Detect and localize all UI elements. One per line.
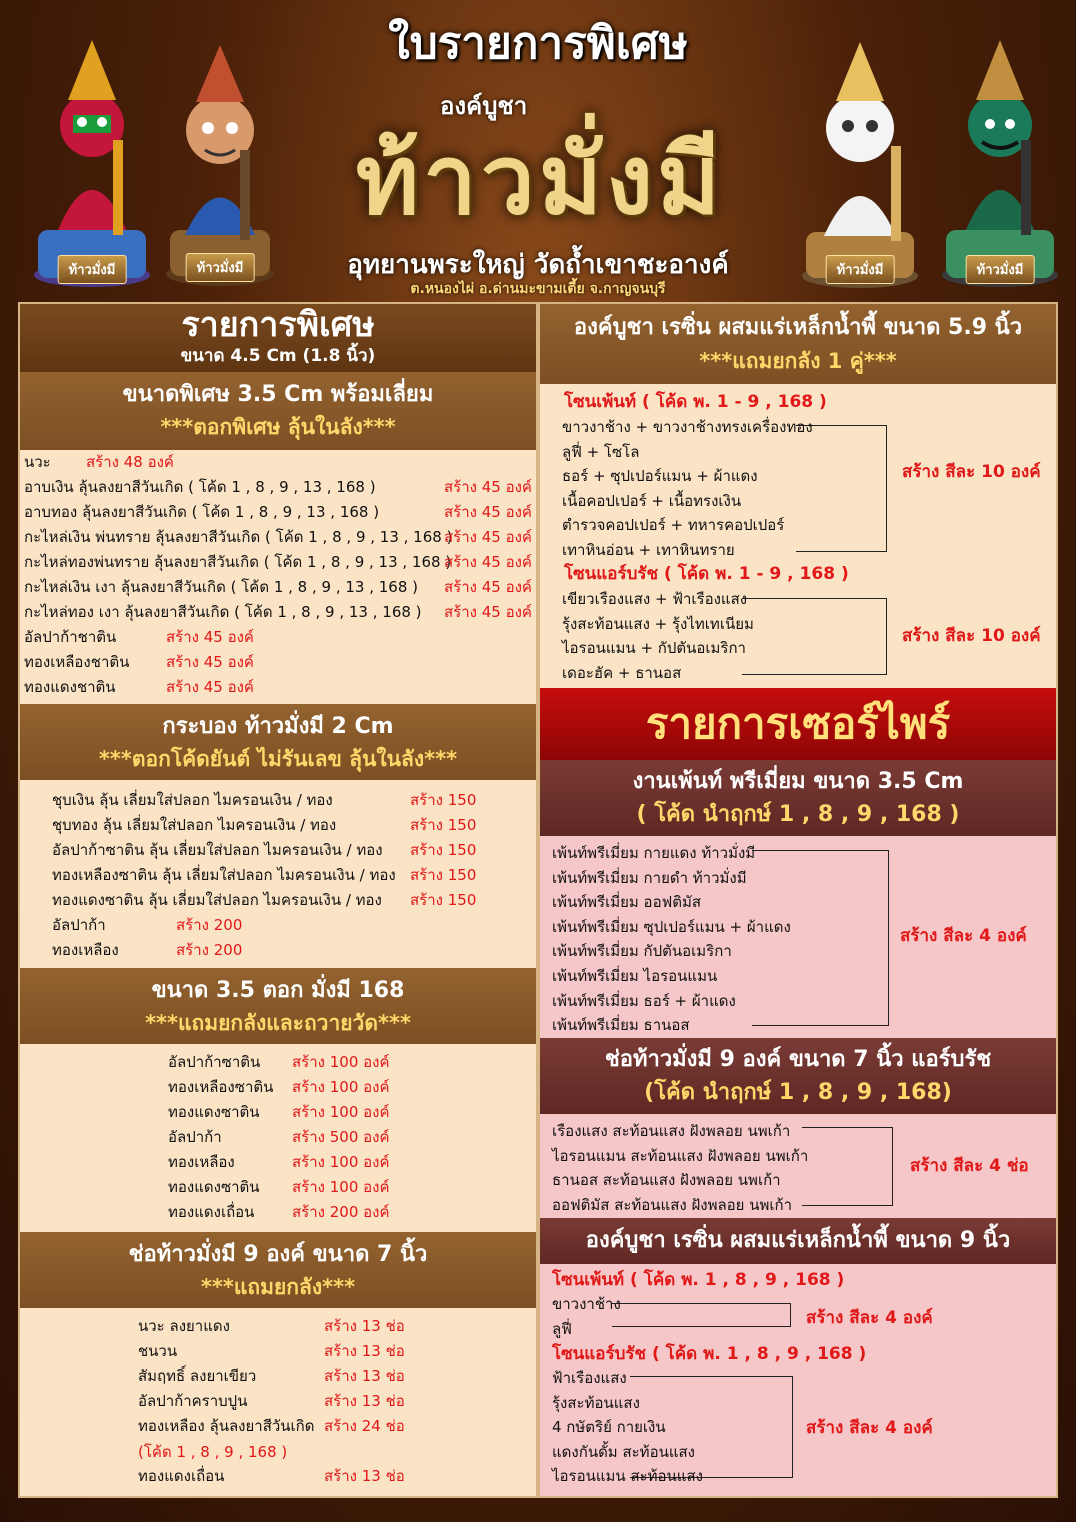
- item-quantity: สร้าง 150: [410, 841, 477, 859]
- special-list-band: [20, 304, 536, 372]
- item-label: รุ้งสะท้อนแสง: [552, 1393, 640, 1412]
- item-label: อัลปาก้าชาติน: [24, 628, 117, 646]
- resin-9-band: [540, 1218, 1056, 1264]
- section-2-band: [20, 704, 536, 780]
- item-quantity: สร้าง 100 องค์: [292, 1103, 390, 1121]
- item-quantity: สร้าง 45 องค์: [444, 478, 532, 496]
- item-label: ทองเหลือง ลุ้นลงยาสีวันเกิด: [138, 1417, 315, 1435]
- list-item: [52, 813, 552, 835]
- item-label: ชนวน: [138, 1342, 178, 1360]
- item-label: ธอร์ + ซุปเปอร์แมน + ผ้าแดง: [562, 467, 758, 486]
- brand-logo: ท้าวมั่งมี: [355, 123, 725, 236]
- item-label: ลูฟี่ + โซโล: [562, 442, 640, 461]
- section-2-title: กระบอง ท้าวมั่งมี 2 Cm: [162, 714, 394, 739]
- item-quantity: สร้าง 100 องค์: [292, 1178, 390, 1196]
- item-label: อัลปาก้า: [52, 916, 106, 934]
- statue-label: ท้าวมั่งมี: [58, 255, 127, 284]
- item-label: ทองแดงซาติน: [168, 1103, 260, 1121]
- list-item: [562, 661, 1062, 683]
- item-label: กะไหล่ทองพ่นทราย ลุ้นลงยาสีวันเกิด ( โค้ด 1 , 8 , 9 , 13 , 168 ): [24, 553, 452, 571]
- item-quantity: สร้าง 500 องค์: [292, 1128, 390, 1146]
- item-quantity: สร้าง 45 องค์: [444, 528, 532, 546]
- resin-9-zone-paint: โซนเพ้นท์ ( โค้ด พ. 1 , 8 , 9 , 168 ): [552, 1270, 845, 1290]
- item-quantity: สร้าง 200: [176, 916, 243, 934]
- section-4-title: ช่อท้าวมั่งมี 9 องค์ ขนาด 7 นิ้ว: [128, 1242, 428, 1267]
- list-item: [552, 915, 1052, 937]
- resin-9-paint-note: สร้าง สีละ 4 องค์: [806, 1308, 933, 1328]
- list-item: [52, 838, 552, 860]
- list-item: [552, 1013, 1052, 1035]
- list-item: [562, 513, 1062, 535]
- item-label: ฟ้าเรืองแสง: [552, 1369, 627, 1387]
- list-item: [24, 500, 532, 522]
- list-item: [552, 890, 1052, 912]
- list-item: [552, 1193, 1052, 1215]
- list-item: [562, 612, 1062, 634]
- item-label: อาบทอง ลุ้นลงยาสีวันเกิด ( โค้ด 1 , 8 , 9 , 13 , 168 ): [24, 503, 380, 521]
- section-1-band: [20, 372, 536, 450]
- item-label: เพ้นท์พรีเมี่ยม กายดำ ท้าวมั่งมี: [552, 868, 747, 887]
- item-label: เพ้นท์พรีเมี่ยม กายแดง ท้าวมั่งมี: [552, 844, 756, 862]
- item-quantity: สร้าง 150: [410, 866, 477, 884]
- list-item: [552, 964, 1052, 986]
- item-quantity: สร้าง 100 องค์: [292, 1053, 390, 1071]
- premium-paint-title: งานเพ้นท์ พรีเมี่ยม ขนาด 3.5 Cm: [632, 769, 964, 794]
- item-quantity: สร้าง 45 องค์: [444, 578, 532, 596]
- bouquet-airbrush-sub: (โค้ด นำฤกษ์ 1 , 8 , 9 , 168): [644, 1080, 952, 1105]
- item-quantity: สร้าง 13 ช่อ: [324, 1342, 405, 1360]
- premium-paint-sub: ( โค้ด นำฤกษ์ 1 , 8 , 9 , 168 ): [636, 802, 960, 827]
- item-label: ตำรวจคอปเปอร์ + ทหารคอปเปอร์: [562, 516, 785, 535]
- item-label: ทองแดงเถื่อน: [138, 1467, 225, 1485]
- left-panel: [18, 302, 538, 1498]
- item-label: เพ้นท์พรีเมี่ยม ไอรอนแมน: [552, 967, 718, 985]
- section-1-sub: ***ตอกพิเศษ ลุ้นในลัง***: [160, 415, 396, 439]
- item-label: ทองเหลืองซาติน ลุ้น เลี่ยมใส่ปลอก ไมครอนเงิน / ทอง: [52, 866, 396, 884]
- resin-9-title: องค์บูชา เรซิ่น ผสมแร่เหล็กน้ำพี้ ขนาด 9 นิ้ว: [585, 1228, 1011, 1253]
- list-item: [24, 650, 524, 672]
- item-label: ทองเหลืองชาติน: [24, 653, 130, 671]
- item-label: ไอรอนแมน + กัปตันอเมริกา: [562, 639, 746, 658]
- premium-paint-note: สร้าง สีละ 4 องค์: [900, 926, 1027, 946]
- section-1-title: ขนาดพิเศษ 3.5 Cm พร้อมเลี่ยม: [122, 382, 434, 407]
- special-list-size: ขนาด 4.5 Cm (1.8 นิ้ว): [180, 346, 376, 366]
- section-2-sub: ***ตอกโค้ดยันต์ ไม่รันเลข ลุ้นในลัง***: [98, 747, 458, 771]
- list-item: [552, 1464, 1052, 1486]
- item-label: ชุบทอง ลุ้น เลี่ยมใส่ปลอก ไมครอนเงิน / ทอง: [52, 816, 337, 834]
- resin-59-zone-airbrush: โซนแอร์บรัช ( โค้ด พ. 1 - 9 , 168 ): [564, 564, 849, 584]
- resin-9-airbrush-note: สร้าง สีละ 4 องค์: [806, 1418, 933, 1438]
- item-label: ชุบเงิน ลุ้น เลี่ยมใส่ปลอก ไมครอนเงิน / ทอง: [52, 791, 333, 809]
- item-label: ทองเหลืองซาติน: [168, 1078, 274, 1096]
- item-label: อัลปาก้าคราบปูน: [138, 1392, 248, 1410]
- item-label: เนื้อคอปเปอร์ + เนื้อทรงเงิน: [562, 491, 742, 510]
- list-item: [552, 1366, 1052, 1388]
- list-item: [552, 1391, 1052, 1413]
- list-item: [552, 1317, 1052, 1339]
- section-4-band: [20, 1232, 536, 1308]
- item-label: ทองแดงชาติน: [24, 678, 116, 696]
- item-quantity: สร้าง 150: [410, 791, 477, 809]
- section-4-sub: ***แถมยกลัง***: [200, 1275, 356, 1299]
- item-label: ออฟติมัส สะท้อนแสง ฝังพลอย นพเก้า: [552, 1195, 792, 1214]
- list-item: [24, 675, 524, 697]
- item-quantity: สร้าง 45 องค์: [444, 503, 532, 521]
- item-label: เพ้นท์พรีเมี่ยม ออฟติมัส: [552, 893, 701, 912]
- item-label: ขาวงาช้าง + ขาวงาช้างทรงเครื่องทอง: [562, 418, 813, 436]
- surprise-title: รายการเซอร์ไพร์: [645, 699, 951, 748]
- item-label: แดงกันดั้ม สะท้อนแสง: [552, 1442, 695, 1461]
- section-3-title: ขนาด 3.5 ตอก มั่งมี 168: [151, 978, 405, 1003]
- list-item: [552, 1415, 1052, 1437]
- list-item: [24, 450, 524, 472]
- item-label: เพ้นท์พรีเมี่ยม ซุปเปอร์แมน + ผ้าแดง: [552, 917, 791, 936]
- item-label: 4 กษัตริย์ กายเงิน: [552, 1418, 666, 1437]
- item-quantity: สร้าง 13 ช่อ: [324, 1367, 405, 1385]
- item-label: ไอรอนแมน สะท้อนแสง: [552, 1467, 703, 1486]
- place-name: อุทยานพระใหญ่ วัดถ้ำเขาชะอางค์: [347, 250, 729, 280]
- code-note-text: (โค้ด 1 , 8 , 9 , 168 ): [138, 1443, 288, 1461]
- item-label: ทองแดงซาติน ลุ้น เลี่ยมใส่ปลอก ไมครอนเงิน / ทอง: [52, 891, 382, 909]
- item-label: ธานอส สะท้อนแสง ฝังพลอย นพเก้า: [552, 1171, 781, 1190]
- resin-59-sub: ***แถมยกลัง 1 คู่***: [699, 349, 897, 373]
- item-label: เรืองแสง สะท้อนแสง ฝังพลอย นพเก้า: [552, 1122, 791, 1140]
- item-label: เดอะฮัค + ธานอส: [562, 663, 682, 682]
- list-item: [552, 939, 1052, 961]
- item-quantity: สร้าง 100 องค์: [292, 1153, 390, 1171]
- item-quantity: สร้าง 13 ช่อ: [324, 1467, 405, 1485]
- statue-label: ท้าวมั่งมี: [186, 253, 255, 282]
- item-quantity: สร้าง 150: [410, 891, 477, 909]
- item-label: อัลปาก้า: [168, 1128, 222, 1146]
- item-label: เพ้นท์พรีเมี่ยม กัปตันอเมริกา: [552, 942, 732, 961]
- list-item: [562, 587, 1062, 609]
- section-3-sub: ***แถมยกลังและถวายวัด***: [145, 1011, 411, 1035]
- list-item: [562, 538, 1062, 560]
- item-quantity: สร้าง 45 องค์: [166, 628, 254, 646]
- item-label: กะไหล่เงิน เงา ลุ้นลงยาสีวันเกิด ( โค้ด 1 , 8 , 9 , 13 , 168 ): [24, 578, 419, 596]
- item-quantity: สร้าง 100 องค์: [292, 1078, 390, 1096]
- item-label: เขียวเรืองแสง + ฟ้าเรืองแสง: [562, 590, 748, 608]
- premium-paint-band: [540, 760, 1056, 836]
- item-quantity: สร้าง 45 องค์: [166, 678, 254, 696]
- item-label: ทองแดงซาติน: [168, 1178, 260, 1196]
- pre-brand: องค์บูชา: [440, 92, 528, 120]
- special-list-title: รายการพิเศษ: [181, 305, 375, 345]
- list-item: [24, 475, 532, 497]
- list-item: [24, 600, 532, 622]
- item-label: ทองเหลือง: [168, 1153, 235, 1171]
- list-item: [552, 1168, 1052, 1190]
- list-item: [24, 525, 532, 547]
- list-item: [552, 1119, 1052, 1141]
- item-label: อาบเงิน ลุ้นลงยาสีวันเกิด ( โค้ด 1 , 8 , 9 , 13 , 168 ): [24, 478, 376, 496]
- item-label: กะไหล่ทอง เงา ลุ้นลงยาสีวันเกิด ( โค้ด 1 , 8 , 9 , 13 , 168 ): [24, 603, 422, 621]
- bouquet-airbrush-note: สร้าง สีละ 4 ช่อ: [910, 1156, 1029, 1176]
- list-item: [552, 989, 1052, 1011]
- item-label: ทองแดงเถื่อน: [168, 1203, 255, 1221]
- header: [0, 0, 1076, 300]
- surprise-band: [540, 688, 1056, 760]
- list-item: [52, 788, 552, 810]
- item-quantity: สร้าง 200: [176, 941, 243, 959]
- item-label: อัลปาก้าซาติน: [168, 1053, 261, 1071]
- resin-59-title: องค์บูชา เรซิ่น ผสมแร่เหล็กน้ำพี้ ขนาด 5.9 นิ้ว: [573, 315, 1023, 340]
- resin-59-airbrush-note: สร้าง สีละ 10 องค์: [902, 626, 1041, 646]
- statue-label: ท้าวมั่งมี: [966, 255, 1035, 284]
- item-label: เทาหินอ่อน + เทาหินทราย: [562, 541, 735, 559]
- item-quantity: สร้าง 13 ช่อ: [324, 1392, 405, 1410]
- item-quantity: สร้าง 200 องค์: [292, 1203, 390, 1221]
- list-item: [52, 913, 552, 935]
- list-item: [552, 1292, 1052, 1314]
- statue-label: ท้าวมั่งมี: [826, 255, 895, 284]
- resin-9-zone-airbrush: โซนแอร์บรัช ( โค้ด พ. 1 , 8 , 9 , 168 ): [552, 1344, 867, 1364]
- item-label: สัมฤทธิ์ ลงยาเขียว: [138, 1367, 257, 1385]
- list-item: [552, 841, 1052, 863]
- list-item: [52, 888, 552, 910]
- list-item: [562, 440, 1062, 462]
- list-item: [52, 863, 552, 885]
- list-item: [562, 636, 1062, 658]
- bouquet-airbrush-band: [540, 1038, 1056, 1114]
- section-3-band: [20, 968, 536, 1044]
- item-label: กะไหล่เงิน พ่นทราย ลุ้นลงยาสีวันเกิด ( โค้ด 1 , 8 , 9 , 13 , 168 ): [24, 528, 453, 546]
- item-label: อัลปาก้าซาติน ลุ้น เลี่ยมใส่ปลอก ไมครอนเงิน / ทอง: [52, 841, 383, 859]
- item-quantity: สร้าง 13 ช่อ: [324, 1317, 405, 1335]
- list-item: [562, 415, 1062, 437]
- list-item: [562, 464, 1062, 486]
- resin-59-band: [540, 304, 1056, 384]
- item-label: ขาวงาช้าง: [552, 1295, 621, 1313]
- section-4-code-note: [138, 1440, 287, 1464]
- item-quantity: สร้าง 45 องค์: [444, 553, 532, 571]
- item-label: ลูฟี่: [552, 1319, 572, 1338]
- item-quantity: สร้าง 45 องค์: [166, 653, 254, 671]
- item-label: ไอรอนแมน สะท้อนแสง ฝังพลอย นพเก้า: [552, 1146, 809, 1165]
- list-item: [552, 866, 1052, 888]
- address: ต.หนองไผ่ อ.ด่านมะขามเตี้ย จ.กาญจนบุรี: [410, 281, 666, 297]
- list-item: [24, 575, 532, 597]
- item-label: นวะ ลงยาแดง: [138, 1317, 230, 1335]
- item-label: เพ้นท์พรีเมี่ยม ธานอส: [552, 1016, 690, 1035]
- item-label: เพ้นท์พรีเมี่ยม ธอร์ + ผ้าแดง: [552, 991, 736, 1010]
- item-label: ทองเหลือง: [52, 941, 119, 959]
- bouquet-airbrush-title: ช่อท้าวมั่งมี 9 องค์ ขนาด 7 นิ้ว แอร์บรัช: [604, 1047, 992, 1072]
- page-title: ใบรายการพิเศษ: [388, 18, 688, 69]
- list-item: [52, 938, 552, 960]
- resin-59-zone-paint: โซนเพ้นท์ ( โค้ด พ. 1 - 9 , 168 ): [564, 392, 827, 412]
- item-label: นวะ: [24, 453, 51, 471]
- list-item: [552, 1144, 1052, 1166]
- resin-59-paint-note: สร้าง สีละ 10 องค์: [902, 462, 1041, 482]
- item-quantity: สร้าง 45 องค์: [444, 603, 532, 621]
- item-label: รุ้งสะท้อนแสง + รุ้งไทเทเนียม: [562, 614, 754, 633]
- list-item: [552, 1440, 1052, 1462]
- item-quantity: สร้าง 24 ช่อ: [324, 1417, 405, 1435]
- list-item: [24, 550, 532, 572]
- list-item: [562, 489, 1062, 511]
- list-item: [24, 625, 524, 647]
- item-quantity: สร้าง 150: [410, 816, 477, 834]
- item-quantity: สร้าง 48 องค์: [86, 453, 174, 471]
- right-panel: [538, 302, 1058, 1498]
